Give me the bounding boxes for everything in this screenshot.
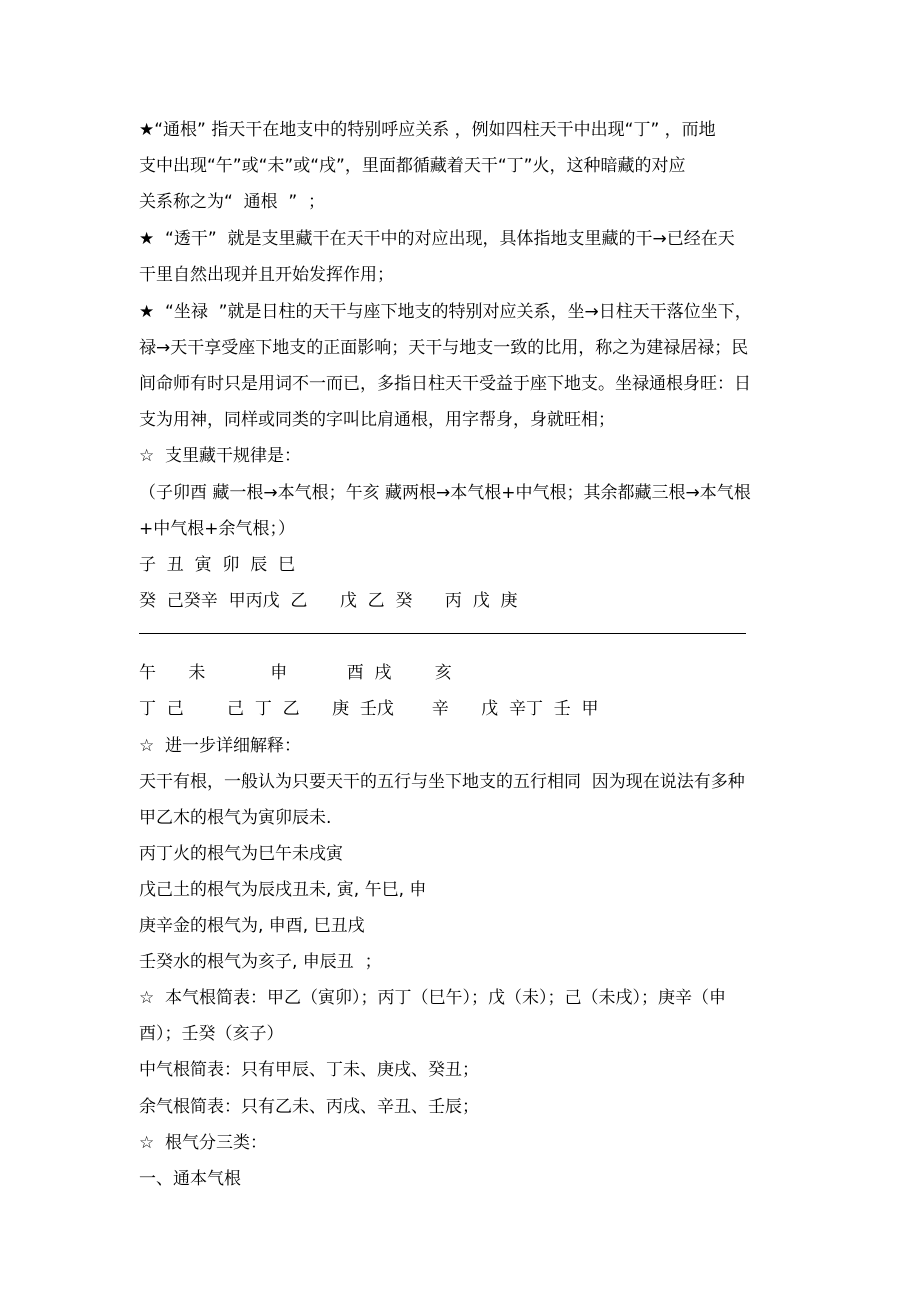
paragraph-zuolu-line-1: ★ “坐禄 ”就是日柱的天干与座下地支的特别对应关系，坐→日柱天干落位坐下， (139, 302, 752, 322)
paragraph-earth-root: 戊己土的根气为辰戌丑未, 寅, 午巳, 申 (139, 880, 427, 900)
section-heading-rule: ☆ 支里藏干规律是： (139, 446, 302, 466)
paragraph-fire-root: 丙丁火的根气为巳午未戌寅 (139, 844, 343, 864)
paragraph-tougan-line-2: 干里自然出现并且开始发挥作用； (139, 265, 394, 285)
paragraph-zuolu-line-4: 支为用神，同样或同类的字叫比肩通根，用字帮身，身就旺相； (139, 410, 615, 430)
paragraph-main-root-line-2: 酉）；壬癸（亥子） (139, 1024, 284, 1044)
branch-row-1: 子 丑 寅 卯 辰 巳 (139, 555, 296, 575)
paragraph-tougan-line-1: ★ “透干” 就是支里藏干在天干中的对应出现，具体指地支里藏的干→已经在天 (139, 229, 735, 249)
paragraph-middle-root: 中气根简表：只有甲辰、丁未、庚戌、癸丑； (139, 1060, 479, 1080)
paragraph-rule-line-1: （子卯酉 藏一根→本气根；午亥 藏两根→本气根+中气根；其余都藏三根→本气根 (139, 483, 751, 503)
branch-row-2: 午 未 申 酉 戌 亥 (139, 663, 452, 683)
paragraph-tonggen-line-2: 支中出现“午”或“未”或“戌”，里面都循藏着天干“丁”火，这种暗藏的对应 (139, 156, 686, 176)
section-heading-root-types: ☆ 根气分三类： (139, 1133, 268, 1153)
paragraph-rule-line-2: +中气根+余气根；） (139, 519, 295, 539)
paragraph-explain-line-2: 甲乙木的根气为寅卯辰未. (139, 808, 332, 828)
paragraph-zuolu-line-3: 间命师有时只是用词不一而已，多指日柱天干受益于座下地支。坐禄通根身旺：日 (139, 374, 751, 394)
stem-row-2: 丁 己 己 丁 乙 庚 壬戊 辛 戊 辛丁 壬 甲 (139, 699, 599, 719)
paragraph-water-root: 壬癸水的根气为亥子, 申辰丑 ； (139, 952, 382, 972)
paragraph-tonggen-line-1: ★“通根” 指天干在地支中的特别呼应关系 ，例如四柱天干中出现“丁” ，而地 (139, 120, 716, 140)
paragraph-tonggen-line-3: 关系称之为“ 通根 ” ； (139, 192, 326, 212)
paragraph-zuolu-line-2: 禄→天干享受座下地支的正面影响；天干与地支一致的比用，称之为建禄居禄；民 (139, 338, 749, 358)
section-heading-explain: ☆ 进一步详细解释： (139, 736, 302, 756)
list-item-main-root: 一、通本气根 (139, 1169, 241, 1189)
paragraph-metal-root: 庚辛金的根气为, 申酉, 巳丑戌 (139, 916, 365, 936)
stem-row-1: 癸 己癸辛 甲丙戊 乙 戊 乙 癸 丙 戊 庚 (139, 591, 518, 611)
divider-line (139, 633, 746, 634)
paragraph-explain-line-1: 天干有根，一般认为只要天干的五行与坐下地支的五行相同 因为现在说法有多种 (139, 772, 745, 792)
paragraph-main-root-line-1: ☆ 本气根简表：甲乙（寅卯）；丙丁（巳午）；戊（未）；己（未戌）；庚辛（申 (139, 988, 727, 1008)
paragraph-residual-root: 余气根简表：只有乙未、丙戌、辛丑、壬辰； (139, 1097, 479, 1117)
